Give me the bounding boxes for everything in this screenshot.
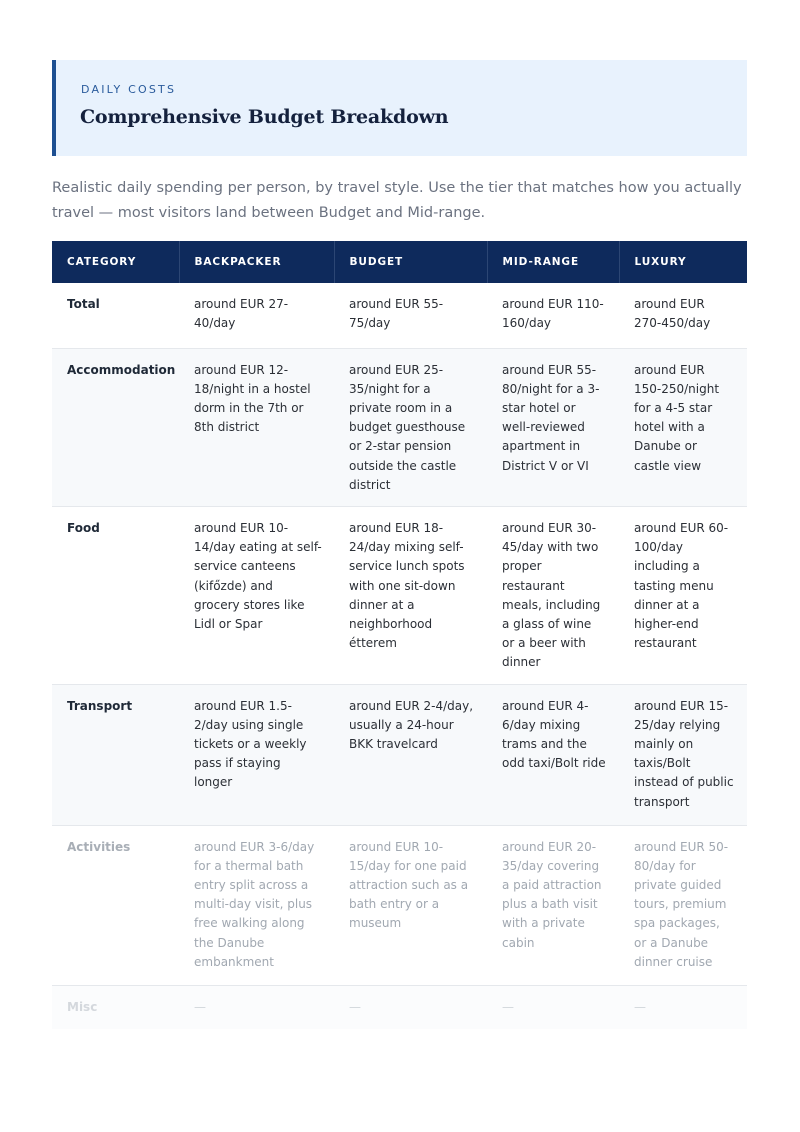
column-header-luxury: LUXURY [634,256,687,268]
cell-budget: — [334,985,487,1029]
cell-luxury: around EUR 15-25/day relying mainly on taxis/Bolt instead of public transport [619,684,747,825]
table-row [52,985,747,1029]
table-row [52,283,747,348]
intro-paragraph: Realistic daily spending per person, by travel style. Use the tier that matches how you actually travel — most visitors land between Budget and Mid-range. [52,180,742,221]
table-row [52,506,747,684]
cell-backpacker: — [179,985,334,1029]
cell-backpacker: around EUR 3-6/day for a thermal bath entry split across a multi-day visit, plus free walking along the Danube embankment [179,825,334,985]
cell-midrange: around EUR 110-160/day [487,283,619,348]
cell-budget: around EUR 55-75/day [334,283,487,348]
page-title: Comprehensive Budget Breakdown [80,106,449,128]
row-category: Activities [52,825,179,985]
cell-backpacker: around EUR 12-18/night in a hostel dorm in the 7th or 8th district [179,348,334,506]
cell-budget: around EUR 18-24/day mixing self-service lunch spots with one sit-down dinner at a neighborhood étterem [334,506,487,684]
column-header-budget: BUDGET [334,241,487,283]
table-row [52,684,747,825]
cell-midrange: around EUR 30-45/day with two proper restaurant meals, including a glass of wine or a beer with dinner [487,506,619,684]
cell-luxury: around EUR 50-80/day for private guided tours, premium spa packages, or a Danube dinner cruise [619,825,747,985]
row-category: Transport [52,684,179,825]
cell-budget: around EUR 2-4/day, usually a 24-hour BKK travelcard [334,684,487,825]
cell-luxury: around EUR 150-250/night for a 4-5 star hotel with a Danube or castle view [619,348,747,506]
cell-backpacker: around EUR 27-40/day [179,283,334,348]
cell-midrange: around EUR 4-6/day mixing trams and the odd taxi/Bolt ride [487,684,619,825]
table-row [52,825,747,985]
cell-luxury: — [619,985,747,1029]
cell-luxury: around EUR 270-450/day [619,283,747,348]
section-eyebrow: DAILY COSTS [81,83,177,96]
cell-budget: around EUR 10-15/day for one paid attraction such as a bath entry or a museum [334,825,487,985]
row-category: Misc [52,985,179,1029]
cell-luxury: around EUR 60-100/day including a tasting menu dinner at a higher-end restaurant [619,506,747,684]
table-row [52,348,747,506]
column-header-category: CATEGORY [52,241,179,283]
cell-midrange: around EUR 55-80/night for a 3-star hotel or well-reviewed apartment in District V or VI [487,348,619,506]
column-header-backpacker: BACKPACKER [179,241,334,283]
column-header-midrange: MID-RANGE [487,241,619,283]
table-header-row [52,241,747,283]
cell-backpacker: around EUR 1.5-2/day using single tickets or a weekly pass if staying longer [179,684,334,825]
cell-budget: around EUR 25-35/night for a private room in a budget guesthouse or 2-star pension outside the castle district [334,348,487,506]
budget-table [52,241,747,1029]
section-header [52,60,747,156]
row-category: Accommodation [52,348,179,506]
row-category: Total [52,283,179,348]
cell-backpacker: around EUR 10-14/day eating at self-service canteens (kifőzde) and grocery stores like Lidl or Spar [179,506,334,684]
cell-midrange: — [487,985,619,1029]
row-category: Food [52,506,179,684]
cell-midrange: around EUR 20-35/day covering a paid attraction plus a bath visit with a private cabin [487,825,619,985]
